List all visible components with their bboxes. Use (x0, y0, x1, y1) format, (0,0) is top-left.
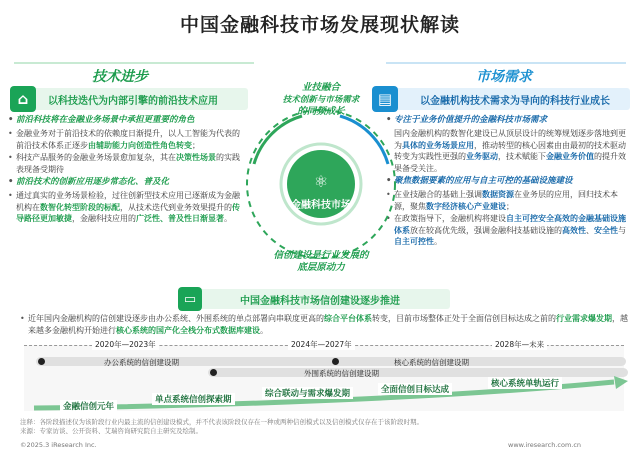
left-subhead-1: • 前沿科技将在金融业务场景中承担更重要的角色 (8, 115, 246, 126)
circle-bottom-text: 信创建设是行业发展的 底层原动力 (273, 250, 369, 273)
step-2: 单点系统信创探索期 (152, 393, 235, 405)
left-bullet-1: • 金融业务对于前沿技术的依赖度日渐提升，以人工智能为代表的前沿技术体系正逐步由辅助能力向创造性角色转变； (8, 128, 246, 151)
xinchuang-text: • 近年国内金融机构的信创建设逐步由办公系统、外围系统的单点部署向串联度更高的综合平台体系转变，目前市场整体正处于全面信创目标达成之前的行业需求爆发期，越来越多金融机构开始进行核心系统的国产化全栈分布式数据库建设。 (20, 313, 628, 336)
bar-core-label: 核心系统的信创建设期 (394, 358, 469, 367)
right-heading: 市场需求 (476, 69, 532, 85)
left-bullet-2: • 科技产品服务的金融业务场景愈加复杂，其在决策性场景的实践表现备受期待 (8, 152, 246, 175)
step-4: 全面信创目标达成 (378, 383, 452, 395)
footer-source: 来源：专家访谈、公开资料、艾瑞咨询研究院自主研究及绘制。 (20, 427, 202, 435)
right-content (386, 115, 630, 248)
bar-peripheral-label: 外围系统的信创建设期 (304, 369, 379, 378)
left-content (8, 115, 246, 225)
footer-url: www.iresearch.com.cn (508, 441, 582, 449)
bank-icon: ⌂ (10, 86, 36, 112)
right-subhead-1: • 专注于业务价值提升的金融科技市场需求 (386, 115, 630, 126)
bar-core (330, 357, 626, 366)
period-3: 2028年—未来 (492, 339, 547, 350)
left-subhead-2: • 前沿技术的创新应用逐步常态化、普及化 (8, 177, 246, 188)
monitor-icon: ▭ (178, 287, 202, 311)
page-title: 中国金融科技市场发展现状解读 (179, 14, 460, 36)
step-3: 综合联动与需求爆发期 (262, 387, 353, 399)
right-bullet-2: • 在业技融合的基础上强调数据资源在业务层的应用，回归技术本源，聚焦数字经济核心产业建设； (386, 189, 630, 212)
footer-copyright: ©2025.3 iResearch Inc. (20, 441, 97, 449)
left-bullet-3: • 通过真实的业务场景检验，过往创新型技术应用已逐渐成为金融机构在数智化转型阶段的标配，从技术迭代到业务效果提升的传导路径更加敏捷，金融科技应用的广泛性、普及性日渐显著。 (8, 190, 246, 225)
arc-right (340, 116, 388, 164)
bar-office-label: 办公系统的信创建设期 (104, 358, 179, 367)
step-5: 核心系统单轨运行 (488, 377, 562, 389)
circle-top-text: 业技融合 技术创新与市场需求 的同频成长 (282, 82, 360, 117)
left-heading: 技术进步 (92, 69, 148, 85)
step-1: 金融信创元年 (60, 400, 117, 412)
period-2: 2024年—2027年 (288, 339, 355, 350)
right-banner: 以金融机构技术需求为导向的科技行业成长 (386, 88, 630, 110)
right-paragraph-1: 国内金融机构的数智化建设已从顶层设计的统筹规划逐步落地到更为具体的业务场景应用，推动转型的核心因素由由最初的技术驱动转变为实践性更强的业务驱动，技术赋能下金融业务价值的提升效果备受关注。 (394, 129, 626, 173)
right-bullet-3: • 在政策指导下，金融机构将建设自主可控安全高效的金融基础设施体系放在较高优先级，强调金融科技基础设施的高效性、安全性与自主可控性。 (386, 213, 630, 248)
right-subhead-2: • 聚焦数据要素的应用与自主可控的基础设施建设 (386, 176, 630, 187)
right-divider (386, 62, 626, 64)
footer-note: 注释：各阶段描述仅为该阶段行业内最主流的信创建设模式，并不代表该阶段仅存在一种或两种信创模式以及信创模式仅存在于该阶段时期。 (20, 418, 423, 426)
bar-core-dot (332, 358, 339, 365)
circle-center-label: 金融科技市场 (291, 200, 351, 211)
atom-icon: ⚛ (313, 172, 329, 191)
left-divider (14, 62, 254, 64)
bar-office-dot (38, 358, 45, 365)
xinchuang-banner: 中国金融科技市场信创建设逐步推进 (190, 289, 450, 309)
period-1: 2020年—2023年 (92, 339, 159, 350)
left-banner: 以科技迭代为内部引擎的前沿技术应用 (22, 88, 248, 110)
chart-icon: ▤ (372, 86, 398, 112)
